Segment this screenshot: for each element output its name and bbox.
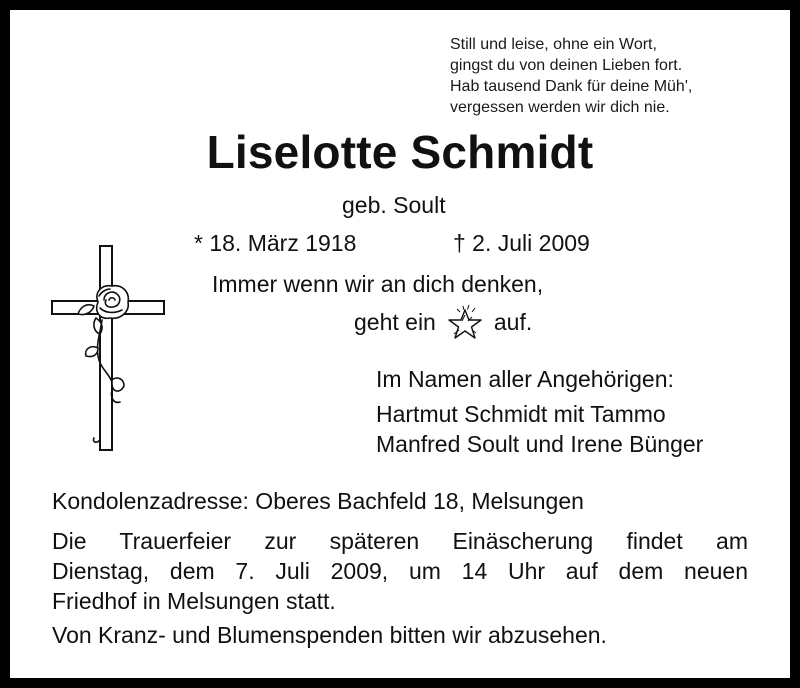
mourner-name: Manfred Soult und Irene Bünger bbox=[376, 431, 704, 457]
motto-text-before: geht ein bbox=[354, 309, 436, 335]
motto-line-1: Immer wenn wir an dich denken, bbox=[212, 271, 544, 297]
star-icon bbox=[442, 304, 488, 342]
poem bbox=[450, 34, 692, 118]
mourner-name: Hartmut Schmidt mit Tammo bbox=[376, 401, 666, 427]
poem-line: Still und leise, ohne ein Wort, bbox=[450, 36, 657, 53]
ceremony-line: Die Trauerfeier zur späteren Einäscherung findet am bbox=[52, 528, 748, 554]
obituary-notice bbox=[10, 10, 790, 678]
flowers-note: Von Kranz- und Blumenspenden bitten wir abzusehen. bbox=[52, 622, 607, 648]
death-date: † 2. Juli 2009 bbox=[453, 230, 590, 256]
birth-date: * 18. März 1918 bbox=[194, 230, 357, 256]
mourners-heading: Im Namen aller Angehörigen: bbox=[376, 366, 674, 392]
motto-text-after: auf. bbox=[493, 309, 533, 335]
ceremony-paragraph bbox=[52, 526, 748, 616]
cross-with-rose-icon bbox=[50, 244, 166, 454]
maiden-name: geb. Soult bbox=[342, 192, 446, 218]
deceased-name: Liselotte Schmidt bbox=[206, 126, 594, 178]
ceremony-line: Friedhof in Melsungen statt. bbox=[52, 588, 336, 614]
motto-line-2 bbox=[354, 304, 532, 342]
ceremony-line: Dienstag, dem 7. Juli 2009, um 14 Uhr auf dem neuen bbox=[52, 558, 748, 584]
poem-line: gingst du von deinen Lieben fort. bbox=[450, 57, 683, 74]
condolence-address: Kondolenzadresse: Oberes Bachfeld 18, Melsungen bbox=[52, 488, 584, 514]
poem-line: vergessen werden wir dich nie. bbox=[450, 99, 670, 116]
poem-line: Hab tausend Dank für deine Müh', bbox=[450, 78, 693, 95]
